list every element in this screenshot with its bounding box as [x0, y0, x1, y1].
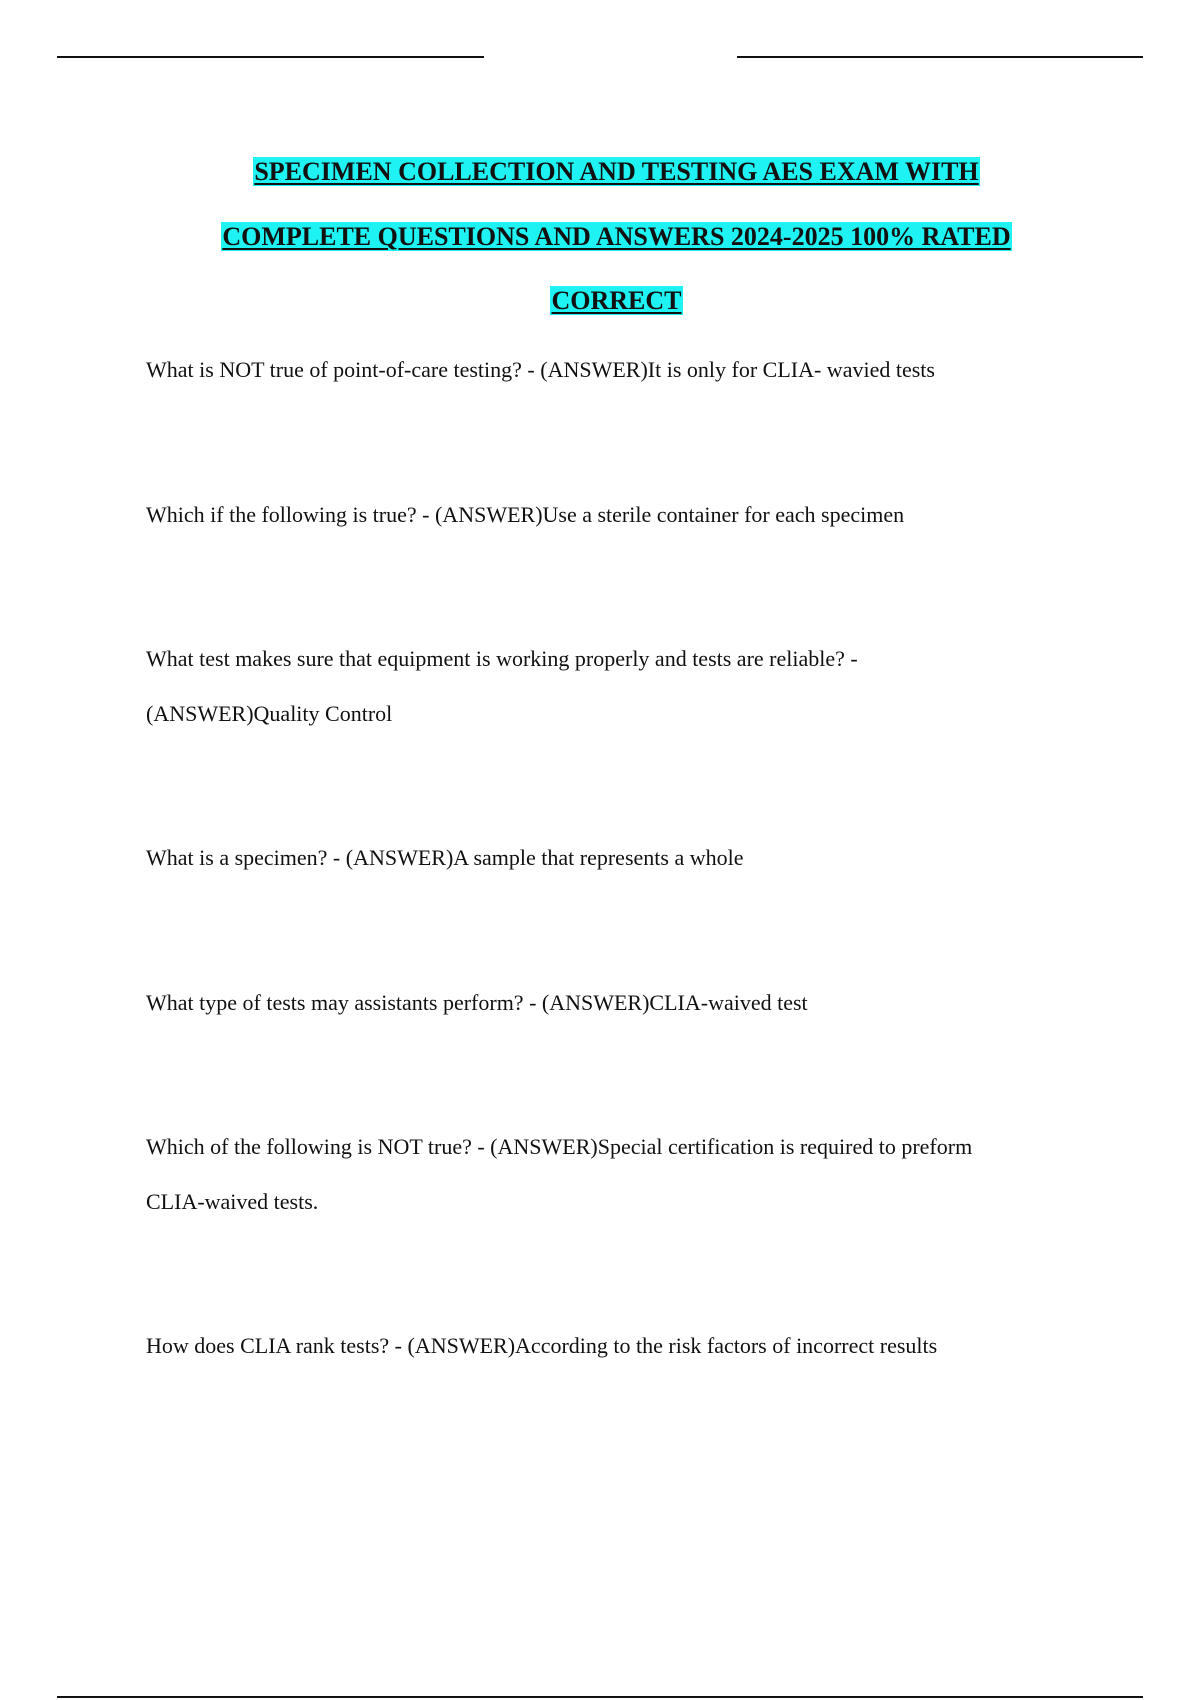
qa-text-line: What test makes sure that equipment is working properly and tests are reliable? -	[146, 646, 858, 671]
qa-item	[146, 631, 1106, 741]
document-title	[150, 140, 1083, 334]
qa-text-line: What type of tests may assistants perform? - (ANSWER)CLIA-waived test	[146, 990, 808, 1015]
qa-item	[146, 975, 1106, 1030]
qa-item	[146, 830, 1106, 885]
title-line: COMPLETE QUESTIONS AND ANSWERS 2024-2025 100% RATED	[222, 221, 1011, 251]
qa-item	[146, 487, 1106, 542]
title-line: SPECIMEN COLLECTION AND TESTING AES EXAM WITH	[254, 157, 979, 186]
footer-rule	[57, 1696, 1143, 1698]
qa-item	[146, 342, 1106, 397]
qa-text-line: (ANSWER)Quality Control	[146, 701, 393, 726]
title-line: CORRECT	[551, 286, 682, 315]
qa-text-line: What is NOT true of point-of-care testing? - (ANSWER)It is only for CLIA- wavied tests	[146, 357, 935, 382]
qa-text-line: CLIA-waived tests.	[146, 1189, 319, 1214]
header-rule-left	[57, 56, 484, 58]
qa-item	[146, 1119, 1106, 1229]
header-rule-right	[737, 56, 1143, 58]
qa-text-line: Which of the following is NOT true? - (ANSWER)Special certification is required to preform	[146, 1134, 973, 1159]
qa-text-line: Which if the following is true? - (ANSWER)Use a sterile container for each specimen	[146, 502, 905, 527]
qa-text-line: How does CLIA rank tests? - (ANSWER)According to the risk factors of incorrect results	[146, 1333, 938, 1358]
qa-item	[146, 1318, 1106, 1373]
qa-text-line: What is a specimen? - (ANSWER)A sample that represents a whole	[146, 845, 744, 870]
